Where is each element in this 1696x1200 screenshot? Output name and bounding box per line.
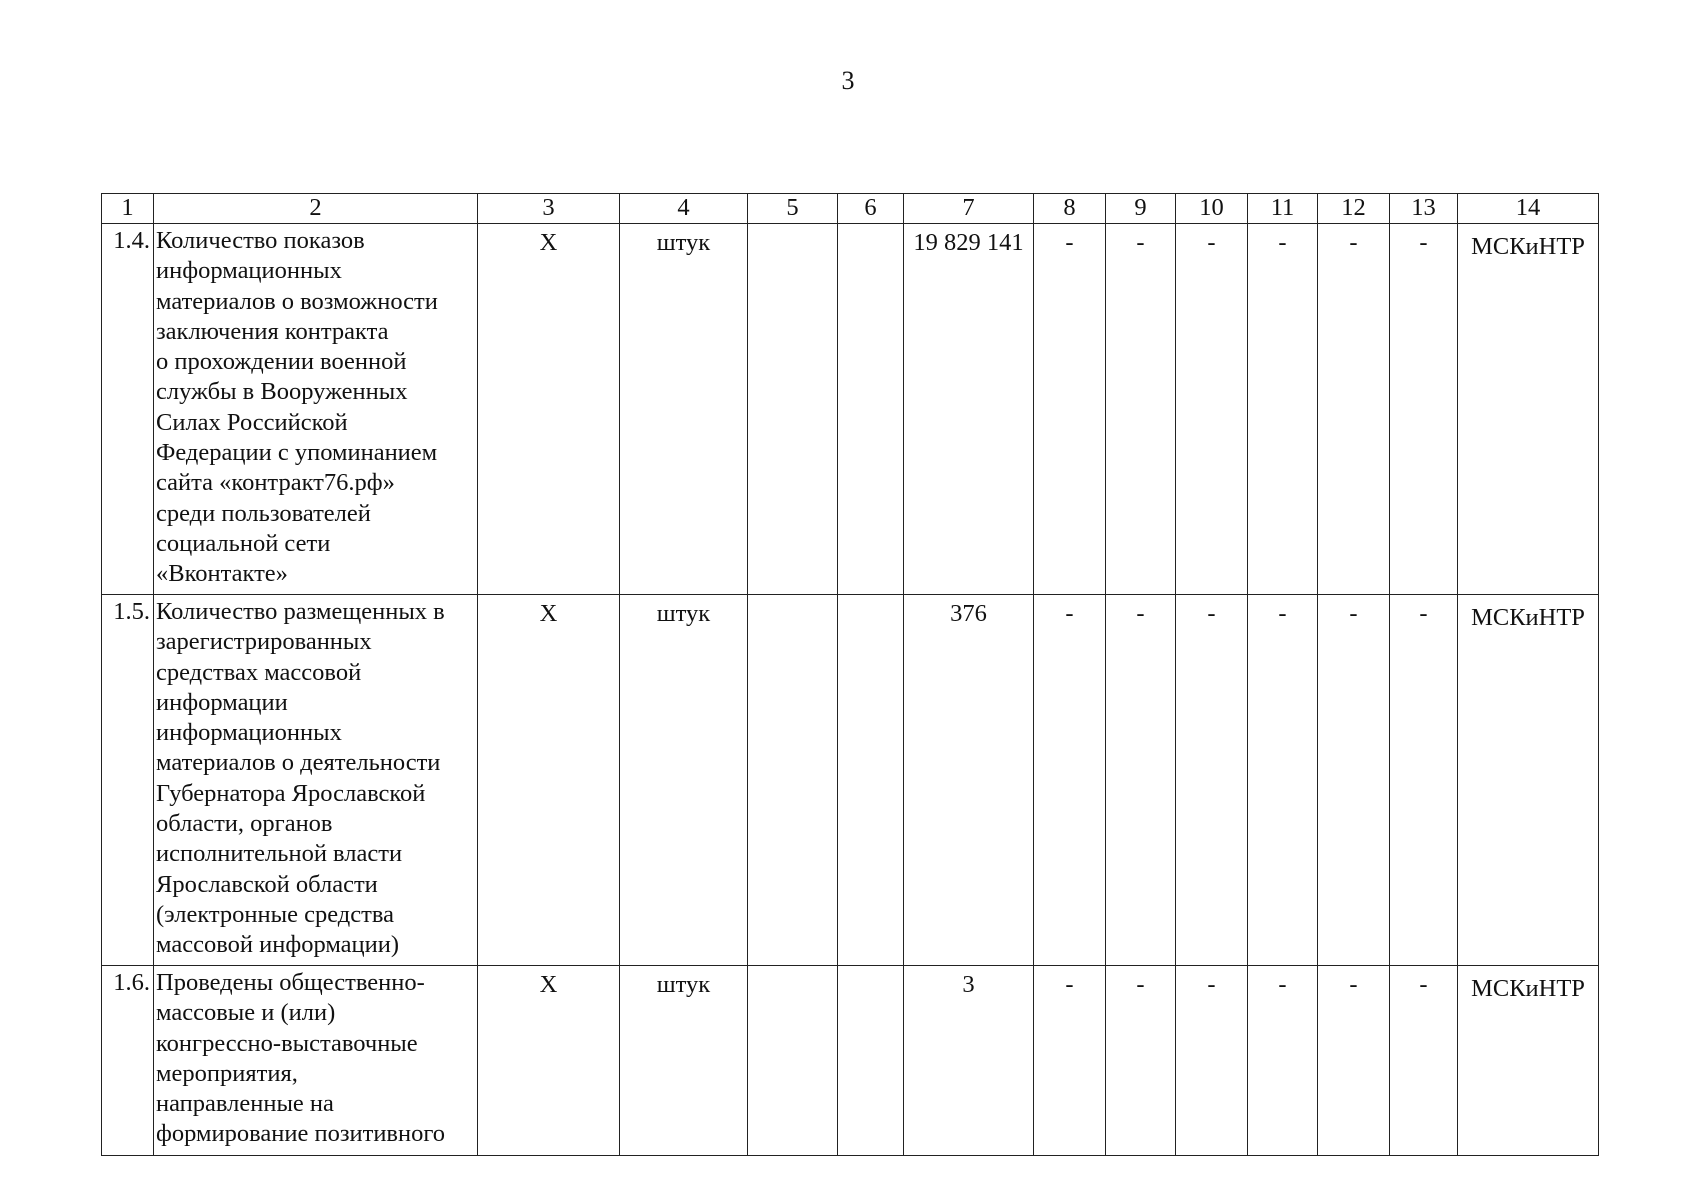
cell-col-12: - <box>1318 595 1390 966</box>
cell-col-11: - <box>1248 595 1318 966</box>
col-header-6: 6 <box>838 194 904 224</box>
col-header-13: 13 <box>1390 194 1458 224</box>
col-header-14: 14 <box>1458 194 1599 224</box>
responsible-cell: МСКиНТР <box>1458 595 1599 966</box>
unit-cell: штук <box>620 595 748 966</box>
cell-col-11: - <box>1248 224 1318 595</box>
unit-cell: штук <box>620 966 748 1156</box>
indicator-name <box>154 595 478 966</box>
cell-col-3: Х <box>478 966 620 1156</box>
table-row <box>102 595 1599 966</box>
col-header-4: 4 <box>620 194 748 224</box>
page-number: 3 <box>841 66 855 95</box>
cell-col-9: - <box>1106 595 1176 966</box>
col-header-7: 7 <box>904 194 1034 224</box>
cell-col-6 <box>838 224 904 595</box>
cell-col-9: - <box>1106 966 1176 1156</box>
cell-col-3: Х <box>478 224 620 595</box>
cell-col-12: - <box>1318 224 1390 595</box>
cell-col-8: - <box>1034 966 1106 1156</box>
indicator-name-text: Количество размещенных в зарегистрированных средствах массовой информации информационных материалов о деятельности Губернатора Ярославской области, органов исполнительной власти Ярославской области (электронные средства массовой информации) <box>156 598 445 959</box>
indicator-name-text: Количество показов информационных материалов о возможности заключения контракта о прохождении военной службы в Вооруженных Силах Российской Федерации с упоминанием сайта «контракт76.рф» среди пользователей социальной сети «Вконтакте» <box>156 227 438 588</box>
cell-col-10: - <box>1176 595 1248 966</box>
col-header-3: 3 <box>478 194 620 224</box>
cell-col-5 <box>748 224 838 595</box>
cell-col-8: - <box>1034 595 1106 966</box>
cell-col-13: - <box>1390 224 1458 595</box>
header-row <box>102 194 1599 224</box>
col-header-12: 12 <box>1318 194 1390 224</box>
cell-col-8: - <box>1034 224 1106 595</box>
table-row <box>102 224 1599 595</box>
cell-col-11: - <box>1248 966 1318 1156</box>
cell-col-12: - <box>1318 966 1390 1156</box>
row-number: 1.6. <box>102 966 154 1156</box>
cell-col-6 <box>838 966 904 1156</box>
unit-cell: штук <box>620 224 748 595</box>
indicator-name <box>154 966 478 1156</box>
col-header-10: 10 <box>1176 194 1248 224</box>
indicator-name <box>154 224 478 595</box>
row-number: 1.4. <box>102 224 154 595</box>
value-cell: 3 <box>904 966 1034 1156</box>
cell-col-13: - <box>1390 966 1458 1156</box>
cell-col-9: - <box>1106 224 1176 595</box>
value-cell: 376 <box>904 595 1034 966</box>
indicators-table <box>101 193 1599 1156</box>
responsible-cell: МСКиНТР <box>1458 224 1599 595</box>
table-row <box>102 966 1599 1156</box>
cell-col-10: - <box>1176 966 1248 1156</box>
cell-col-3: Х <box>478 595 620 966</box>
indicator-name-text: Проведены общественно- массовые и (или) конгрессно-выставочные мероприятия, направленные на формирование позитивного <box>156 969 446 1148</box>
responsible-cell: МСКиНТР <box>1458 966 1599 1156</box>
cell-col-10: - <box>1176 224 1248 595</box>
col-header-9: 9 <box>1106 194 1176 224</box>
col-header-1: 1 <box>102 194 154 224</box>
col-header-11: 11 <box>1248 194 1318 224</box>
col-header-2: 2 <box>154 194 478 224</box>
cell-col-5 <box>748 966 838 1156</box>
cell-col-6 <box>838 595 904 966</box>
cell-col-5 <box>748 595 838 966</box>
col-header-5: 5 <box>748 194 838 224</box>
row-number: 1.5. <box>102 595 154 966</box>
value-cell: 19 829 141 <box>904 224 1034 595</box>
col-header-8: 8 <box>1034 194 1106 224</box>
cell-col-13: - <box>1390 595 1458 966</box>
